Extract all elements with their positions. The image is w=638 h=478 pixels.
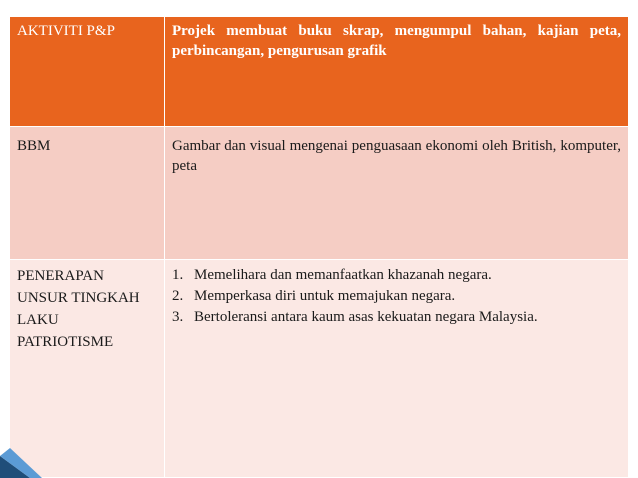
table-row-patriotisme (10, 260, 629, 478)
row-label-aktiviti: AKTIVITI P&P (10, 17, 165, 127)
list-item-number: 1. (172, 267, 184, 283)
row-content-aktiviti: Projek membuat buku skrap, mengumpul bahan, kajian peta, perbincangan, pengurusan grafik (165, 17, 629, 127)
list-item-text: Bertoleransi antara kaum asas kekuatan negara Malaysia. (194, 309, 538, 325)
corner-decoration (0, 444, 42, 478)
list-item-text: Memperkasa diri untuk memajukan negara. (194, 288, 456, 304)
row-content-patriotisme (165, 260, 629, 478)
list-item-number: 2. (172, 288, 184, 304)
content-table (9, 16, 629, 478)
list-item-text: Memelihara dan memanfaatkan khazanah negara. (194, 267, 492, 283)
row-label-patriotisme: PENERAPAN UNSUR TINGKAH LAKU PATRIOTISME (10, 260, 165, 478)
table-row-aktiviti (10, 17, 629, 127)
row-content-bbm: Gambar dan visual mengenai penguasaan ekonomi oleh British, komputer, peta (165, 127, 629, 260)
list-item-number: 3. (172, 309, 184, 325)
row-label-bbm: BBM (10, 127, 165, 260)
list-item (172, 307, 621, 328)
list-item (172, 286, 621, 307)
list-item (172, 265, 621, 286)
patriotisme-list (172, 265, 621, 328)
table-row-bbm (10, 127, 629, 260)
